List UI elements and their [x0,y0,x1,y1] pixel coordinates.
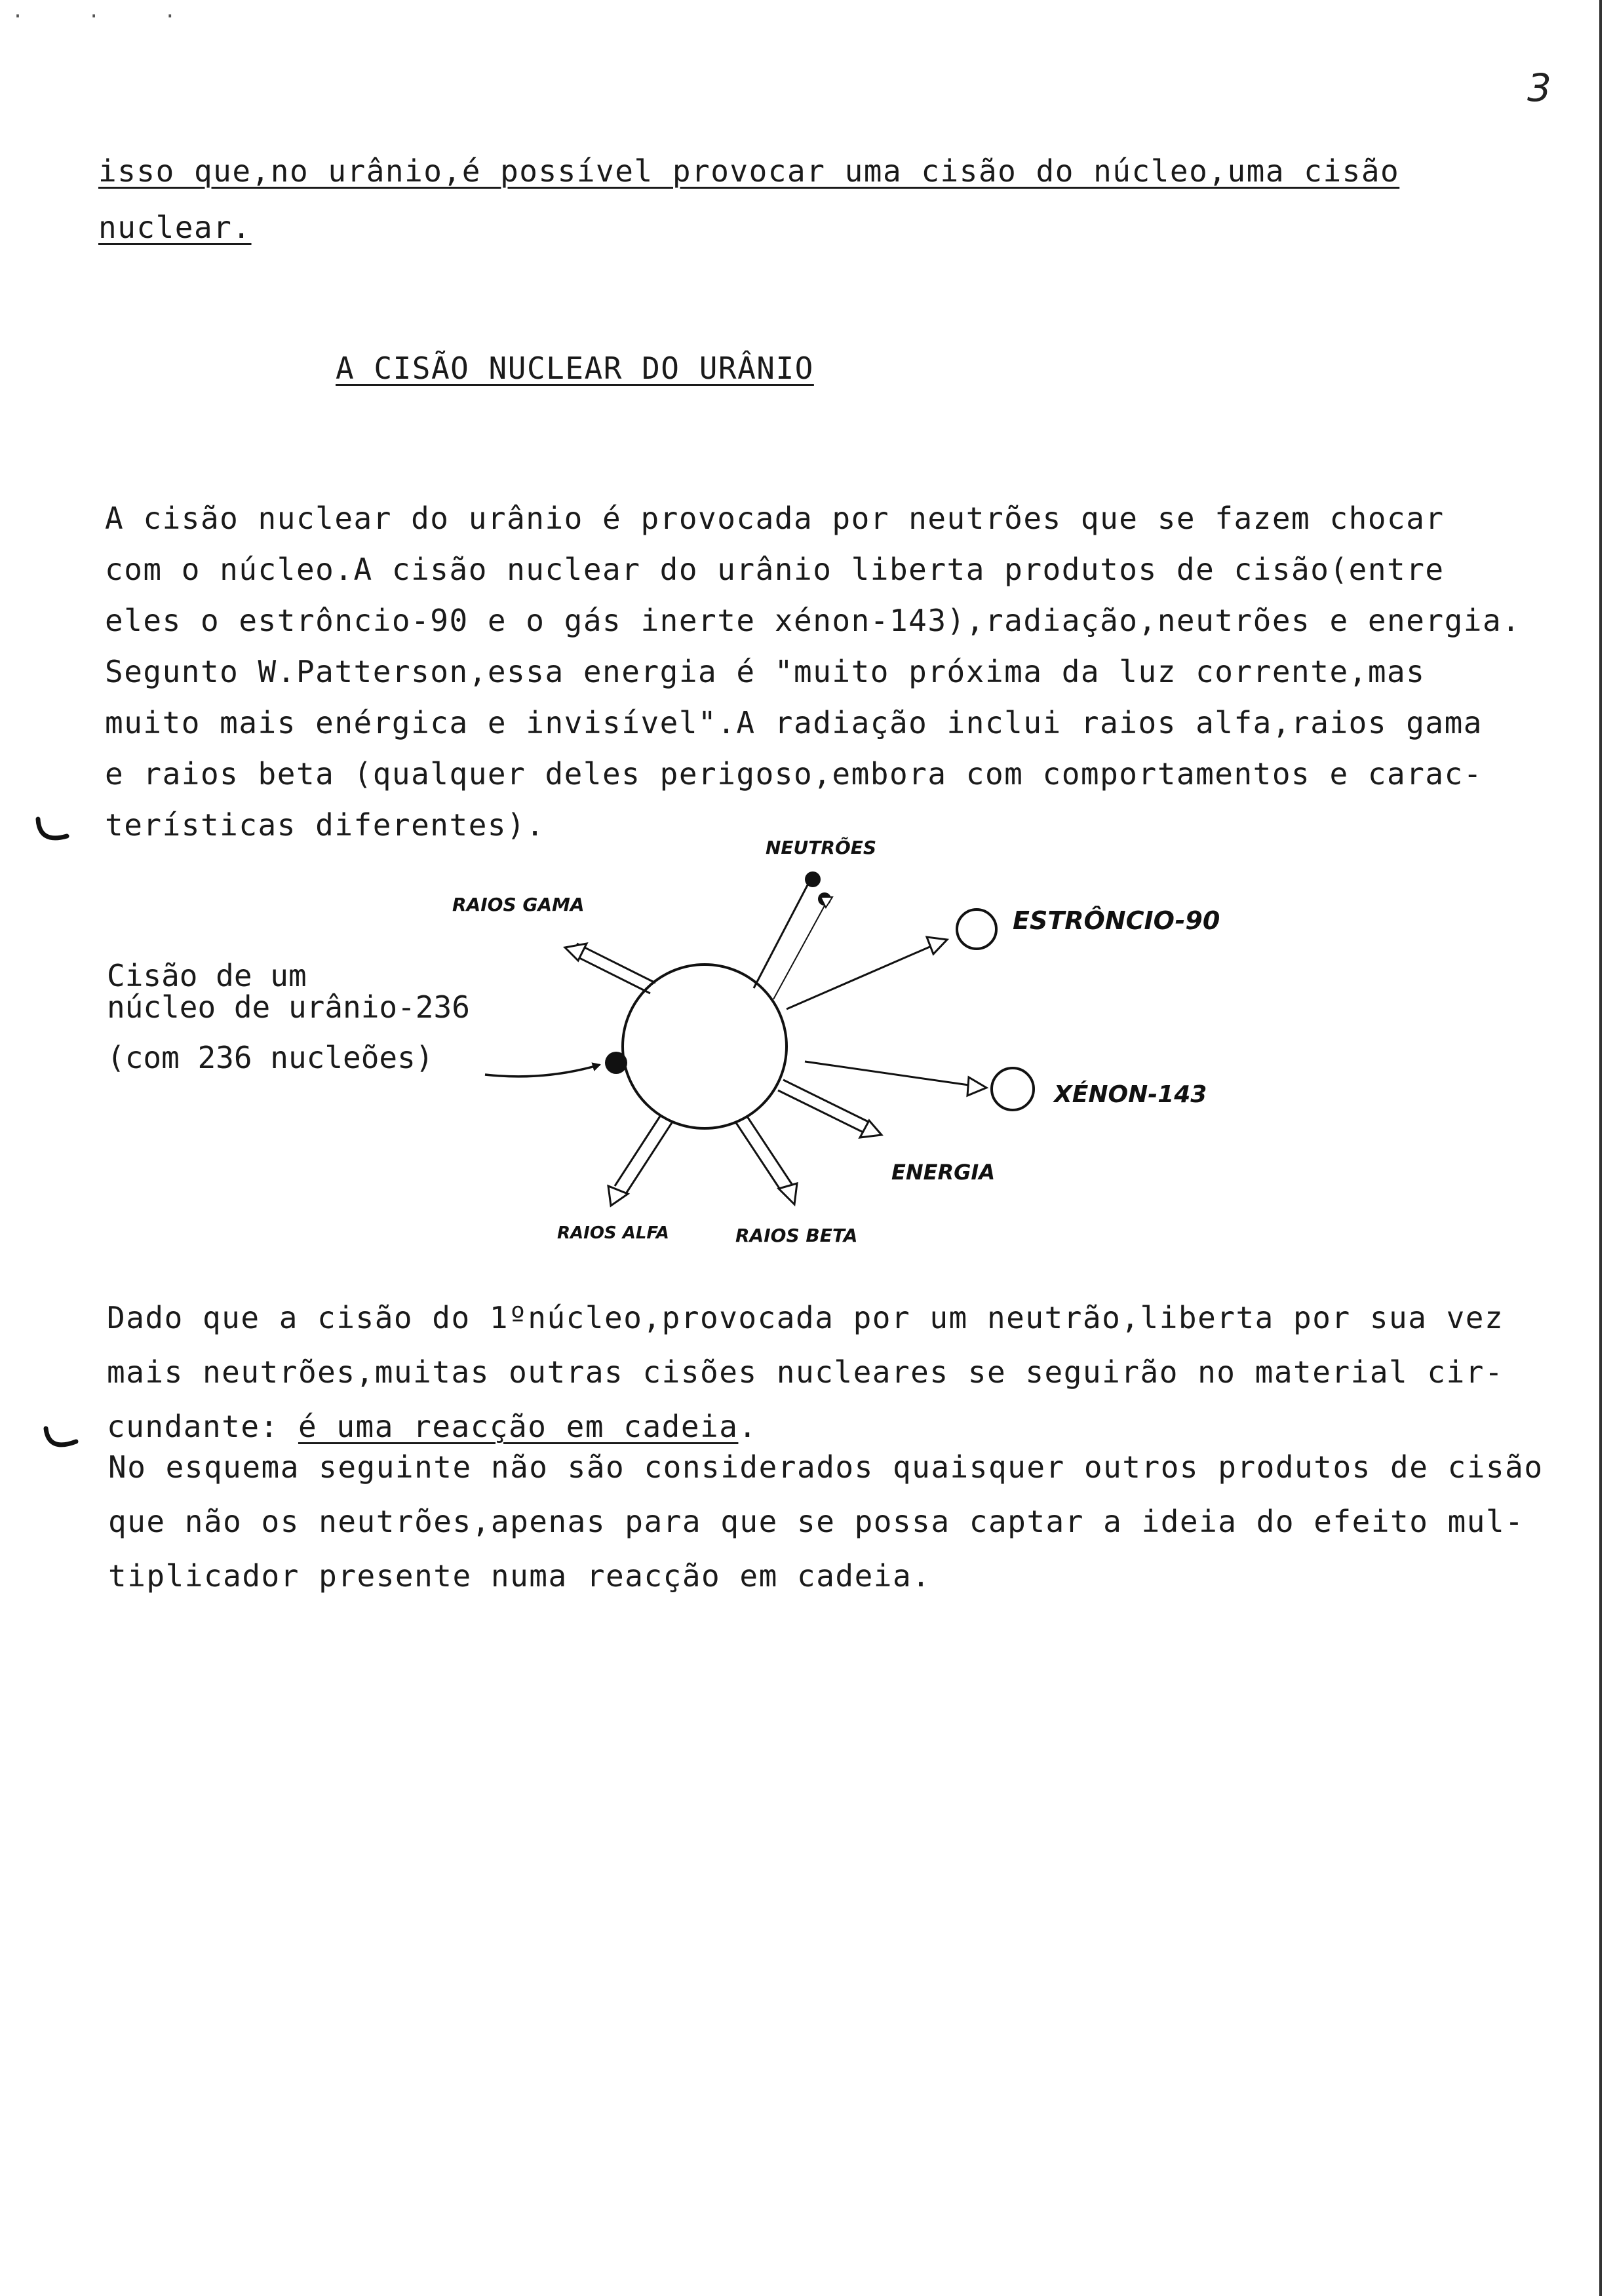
alpha-ray-arrow [608,1115,672,1206]
label-estroncio: ESTRÔNCIO-90 [1013,906,1220,935]
label-raios-beta: RAIOS BETA [735,1225,858,1246]
label-energia: ENERGIA [891,1160,996,1185]
fission-diagram [0,819,1615,1278]
page-number: 3 [1527,66,1551,110]
intro-line-2: nuclear. [98,210,252,245]
paragraph1-line-5: muito mais enérgica e invisível".A radiação inclui raios alfa,raios gama [105,705,1483,740]
xenon-nucleus [992,1068,1034,1110]
strontium-nucleus [957,909,996,949]
paragraph2-line-3-prefix: cundante: [107,1409,298,1444]
margin-specks: · · · [12,5,203,28]
paragraph1-line-7: terísticas diferentes). [105,807,545,843]
section-title: A CISÃO NUCLEAR DO URÂNIO [336,351,814,386]
paragraph2-line-2: mais neutrões,muitas outras cisões nucleares se seguirão no material cir- [107,1354,1504,1390]
diagram-left-label-line-2: núcleo de urânio-236 [107,989,470,1025]
xenon-arrow [805,1062,1034,1110]
paragraph3-line-1: No esquema seguinte não são considerados quaisquer outros produtos de cisão [108,1449,1544,1485]
label-raios-gama: RAIOS GAMA [452,894,585,915]
uranium-nucleus [623,965,787,1128]
label-xenon: XÉNON-143 [1054,1081,1207,1108]
paragraph1-line-4: Segunto W.Patterson,essa energia é "muito próxima da luz corrente,mas [105,654,1426,689]
label-neutroes: NEUTRÕES [766,837,877,858]
beta-ray-arrow [735,1117,797,1204]
paragraph1-line-1: A cisão nuclear do urânio é provocada por neutrões que se fazem chocar [105,501,1445,536]
margin-check-mark-2 [41,1422,80,1461]
paragraph2-line-1: Dado que a cisão do 1ºnúcleo,provocada por um neutrão,liberta por sua vez [107,1300,1504,1335]
paragraph3-line-3: tiplicador presente numa reacção em cadeia. [108,1558,931,1594]
paragraph1-line-6: e raios beta (qualquer deles perigoso,embora com comportamentos e carac- [105,756,1483,792]
diagram-left-label-line-1: Cisão de um [107,958,307,993]
paragraph2-line-3-suffix: . [738,1409,758,1444]
energy-arrow [778,1080,882,1138]
paragraph1-line-2: com o núcleo.A cisão nuclear do urânio liberta produtos de cisão(entre [105,552,1445,587]
paragraph3-line-2: que não os neutrões,apenas para que se possa captar a ideia do efeito mul- [108,1504,1525,1539]
chain-reaction-emphasis: é uma reacção em cadeia [298,1409,739,1444]
neutrons-arrows [754,871,832,999]
intro-line-1: isso que,no urânio,é possível provocar uma cisão do núcleo,uma cisão [98,153,1400,189]
paragraph1-line-3: eles o estrôncio-90 e o gás inerte xénon-143),radiação,neutrões e energia. [105,603,1521,638]
diagram-left-label-line-3: (com 236 nucleões) [107,1040,434,1075]
strontium-arrow [787,909,996,1009]
incoming-neutron [485,1052,627,1077]
label-raios-alfa: RAIOS ALFA [557,1223,669,1243]
gamma-ray-arrow [565,944,655,993]
